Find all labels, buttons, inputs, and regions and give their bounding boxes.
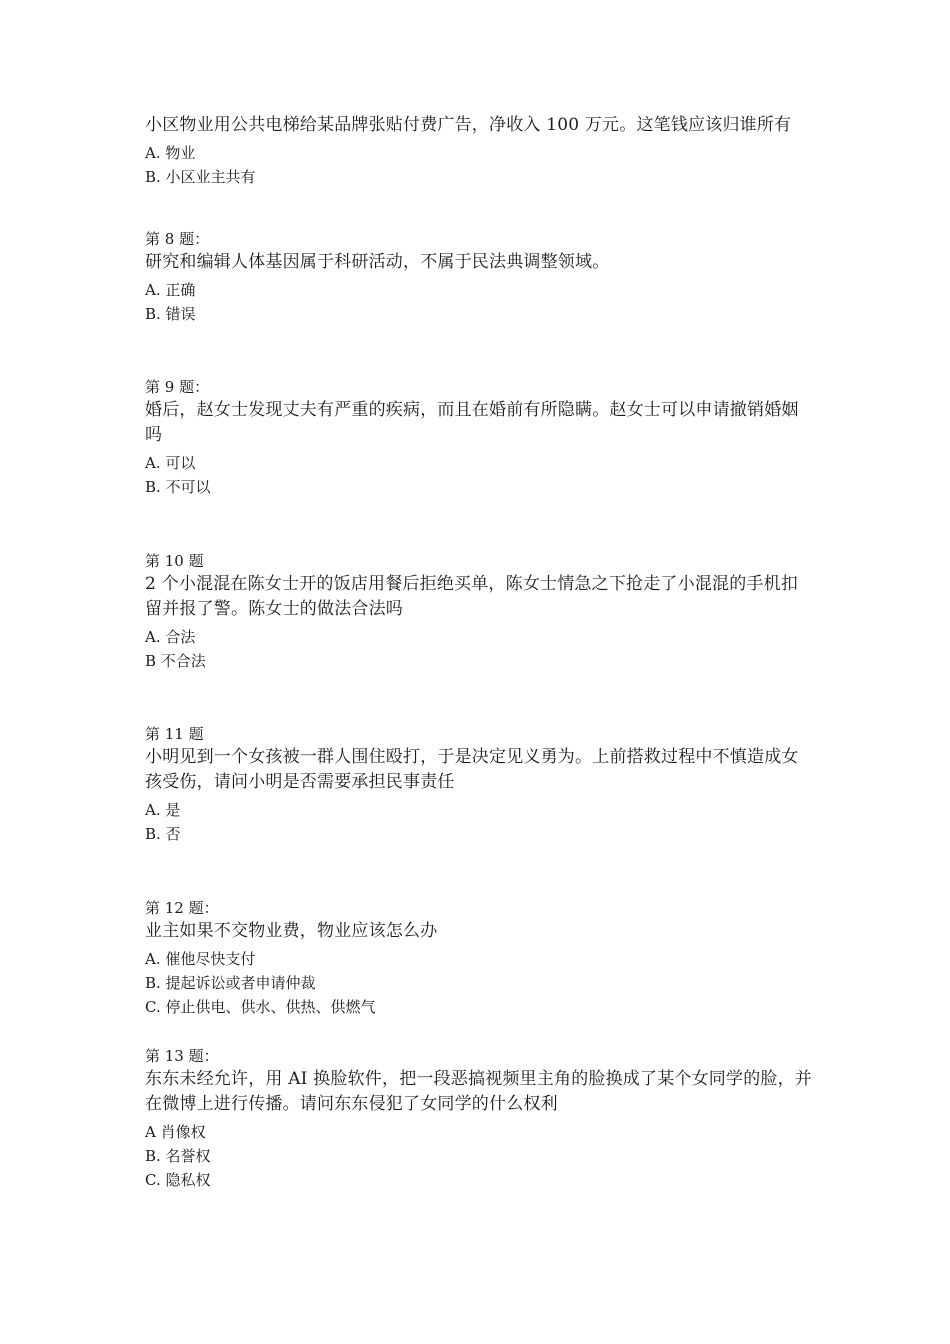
option-a: A 肖像权 [145, 1123, 206, 1141]
option-a: A. 正确 [145, 281, 196, 299]
options-list [145, 798, 815, 846]
question-8 [145, 228, 815, 326]
option-a: A. 可以 [145, 454, 196, 472]
question-label: 第 12 题： [145, 899, 219, 917]
options-list [145, 625, 815, 673]
option-c: C. 隐私权 [145, 1171, 211, 1189]
question-text: 东东未经允许，用 AI 换脸软件，把一段恶搞视频里主角的脸换成了某个女同学的脸，并在微博上进行传播。请问东东侵犯了女同学的什么权利 [145, 1069, 812, 1114]
question-text: 婚后，赵女士发现丈夫有严重的疾病，而且在婚前有所隐瞒。赵女士可以申请撤销婚姻吗 [145, 400, 799, 445]
option-b: B. 不可以 [145, 478, 211, 496]
option-b: B. 名誉权 [145, 1147, 211, 1165]
question-label: 第 8 题： [145, 230, 210, 248]
options-list [145, 1120, 815, 1192]
question-11 [145, 723, 815, 846]
option-a: A. 是 [145, 801, 181, 819]
option-a: A. 物业 [145, 144, 196, 162]
question-label: 第 13 题： [145, 1047, 219, 1065]
question-13 [145, 1045, 815, 1192]
question-9 [145, 376, 815, 499]
options-list [145, 947, 815, 1019]
question-text: 小明见到一个女孩被一群人围住殴打，于是决定见义勇为。上前搭救过程中不慎造成女孩受伤，请问小明是否需要承担民事责任 [145, 747, 799, 792]
option-b: B. 否 [145, 825, 181, 843]
question-text: 小区物业用公共电梯给某品牌张贴付费广告，净收入 100 万元。这笔钱应该归谁所有 [145, 115, 792, 135]
option-c: C. 停止供电、供水、供热、供燃气 [145, 998, 376, 1016]
option-a: A. 合法 [145, 628, 196, 646]
question-label: 第 10 题 [145, 552, 204, 570]
options-list [145, 451, 815, 499]
options-list [145, 278, 815, 326]
options-list [145, 141, 815, 189]
question-7 [145, 113, 815, 189]
question-label: 第 11 题 [145, 725, 204, 743]
question-10 [145, 550, 815, 673]
question-text: 业主如果不交物业费，物业应该怎么办 [145, 921, 438, 941]
option-b: B. 错误 [145, 305, 196, 323]
question-text: 研究和编辑人体基因属于科研活动，不属于民法典调整领域。 [145, 252, 610, 272]
option-b: B. 提起诉讼或者申请仲裁 [145, 974, 316, 992]
option-a: A. 催他尽快支付 [145, 950, 256, 968]
question-label: 第 9 题： [145, 378, 210, 396]
option-b: B 不合法 [145, 652, 206, 670]
question-12 [145, 897, 815, 1019]
question-text: 2 个小混混在陈女士开的饭店用餐后拒绝买单，陈女士情急之下抢走了小混混的手机扣留并报了警。陈女士的做法合法吗 [145, 574, 799, 619]
option-b: B. 小区业主共有 [145, 168, 256, 186]
